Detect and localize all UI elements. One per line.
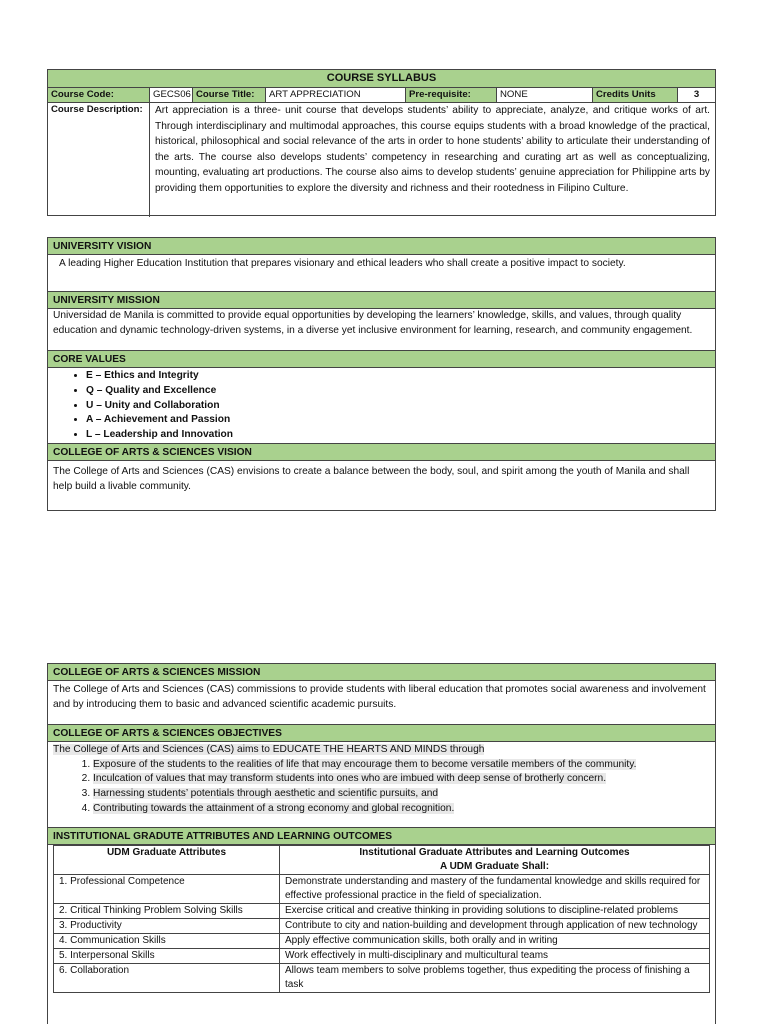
objective-item: Exposure of the students to the realities of life that may encourage them to become versatile members of the community. bbox=[93, 758, 637, 770]
outcome-cell: Allows team members to solve problems together, thus expediting the process of finishing a task bbox=[280, 964, 710, 993]
col-header-outcomes-line2: A UDM Graduate Shall: bbox=[439, 861, 550, 872]
core-value-item: • E – Ethics and Integrity bbox=[86, 369, 715, 384]
cas-mission-header: COLLEGE OF ARTS & SCIENCES MISSION bbox=[48, 664, 715, 681]
cas-mission-text: The College of Arts and Sciences (CAS) commissions to provide students with liberal education that promotes social awareness and involvement and by introducing them to basic and advanced scientific academic pursuits. bbox=[48, 681, 715, 725]
col-header-outcomes-line1: Institutional Graduate Attributes and Learning Outcomes bbox=[359, 847, 630, 858]
university-vision-header: UNIVERSITY VISION bbox=[48, 238, 715, 255]
core-values-list bbox=[48, 368, 715, 444]
cas-mission-section bbox=[47, 663, 716, 1024]
table-row bbox=[54, 875, 710, 904]
prereq-value: NONE bbox=[497, 88, 593, 102]
core-value-item: • Q – Quality and Excellence bbox=[86, 384, 715, 399]
table-row bbox=[54, 919, 710, 934]
outcome-cell: Apply effective communication skills, both orally and in writing bbox=[280, 934, 710, 949]
table-row bbox=[54, 904, 710, 919]
col-header-attributes: UDM Graduate Attributes bbox=[54, 846, 280, 875]
course-description-text: Art appreciation is a three- unit course that develops students’ ability to appreciate, analyze, and critique works of art. Through interdisciplinary and multimodal approaches, this course equips students with a broad knowledge of the practical, historical, philosophical and social relevance of the arts in order to hone students’ ability to articulate their understanding of the arts. The course also develops students’ competency in researching and curating art as well as conceptualizing, mounting, evaluating art productions. The course also aims to develop students’ genuine appreciation for Philippine arts by providing them opportunities to explore the diversity and richness and their rootedness in Filipino Culture. bbox=[155, 105, 710, 194]
outcome-cell: Work effectively in multi-disciplinary and multicultural teams bbox=[280, 949, 710, 964]
course-code-value: GECS06 bbox=[150, 88, 193, 102]
course-syllabus-table bbox=[47, 69, 716, 216]
course-title-value: ART APPRECIATION bbox=[266, 88, 406, 102]
cas-objectives-body bbox=[48, 742, 715, 828]
cas-vision-text: The College of Arts and Sciences (CAS) envisions to create a balance between the body, soul, and spirit among the youth of Manila and shall help build a livable community. bbox=[53, 466, 690, 492]
outcome-cell: Demonstrate understanding and mastery of the fundamental knowledge and skills required for effective professional practice in the field of specialization. bbox=[280, 875, 710, 904]
attribute-cell: 4. Communication Skills bbox=[54, 934, 280, 949]
table-row bbox=[54, 964, 710, 993]
attribute-cell: 2. Critical Thinking Problem Solving Skills bbox=[54, 904, 280, 919]
cas-objectives-list bbox=[53, 758, 710, 817]
core-value-item: • L – Leadership and Innovation bbox=[86, 428, 715, 443]
graduate-attributes-header: INSTITUTIONAL GRADUTE ATTRIBUTES AND LEARNING OUTCOMES bbox=[48, 828, 715, 845]
core-value-item: • A – Achievement and Passion bbox=[86, 413, 715, 428]
university-vision-text: A leading Higher Education Institution that prepares visionary and ethical leaders who shall create a positive impact to society. bbox=[48, 255, 715, 292]
table-header-row bbox=[54, 846, 710, 875]
cas-objectives-header: COLLEGE OF ARTS & SCIENCES OBJECTIVES bbox=[48, 725, 715, 742]
outcome-cell: Contribute to city and nation-building and development through application of new technology bbox=[280, 919, 710, 934]
course-description-label: Course Description: bbox=[48, 103, 150, 217]
attribute-cell: 3. Productivity bbox=[54, 919, 280, 934]
objective-item: Harnessing students’ potentials through aesthetic and scientific pursuits, and bbox=[93, 788, 439, 800]
attribute-cell: 1. Professional Competence bbox=[54, 875, 280, 904]
course-info-row bbox=[48, 88, 715, 103]
objective-item: Contributing towards the attainment of a strong economy and global recognition. bbox=[93, 802, 455, 814]
attribute-cell: 5. Interpersonal Skills bbox=[54, 949, 280, 964]
table-row bbox=[54, 949, 710, 964]
core-value-item: • U – Unity and Collaboration bbox=[86, 399, 715, 414]
cas-vision-header: COLLEGE OF ARTS & SCIENCES VISION bbox=[48, 444, 715, 461]
course-code-label: Course Code: bbox=[48, 88, 150, 102]
col-header-outcomes bbox=[280, 846, 710, 875]
vision-mission-section bbox=[47, 237, 716, 511]
credits-value: 3 bbox=[693, 89, 700, 100]
cas-objectives-intro: The College of Arts and Sciences (CAS) aims to EDUCATE THE HEARTS AND MINDS through bbox=[53, 744, 485, 755]
prereq-label: Pre-requisite: bbox=[406, 88, 497, 102]
syllabus-title: COURSE SYLLABUS bbox=[48, 70, 715, 88]
graduate-attributes-table bbox=[53, 845, 710, 993]
table-row bbox=[54, 934, 710, 949]
credits-label: Credits Units bbox=[593, 88, 678, 102]
university-mission-text: Universidad de Manila is committed to provide equal opportunities by developing the learners’ knowledge, skills, and values, through quality education and dynamic technology-driven systems, in a diverse yet inclusive environment for learning, research, and community engagement. bbox=[48, 309, 715, 351]
objective-item: Inculcation of values that may transform students into ones who are imbued with deep sense of brotherly concern. bbox=[93, 773, 607, 785]
outcome-cell: Exercise critical and creative thinking in providing solutions to discipline-related problems bbox=[280, 904, 710, 919]
course-description-row bbox=[48, 103, 715, 217]
university-mission-header: UNIVERSITY MISSION bbox=[48, 292, 715, 309]
attribute-cell: 6. Collaboration bbox=[54, 964, 280, 993]
core-values-header: CORE VALUES bbox=[48, 351, 715, 368]
course-title-label: Course Title: bbox=[193, 88, 266, 102]
